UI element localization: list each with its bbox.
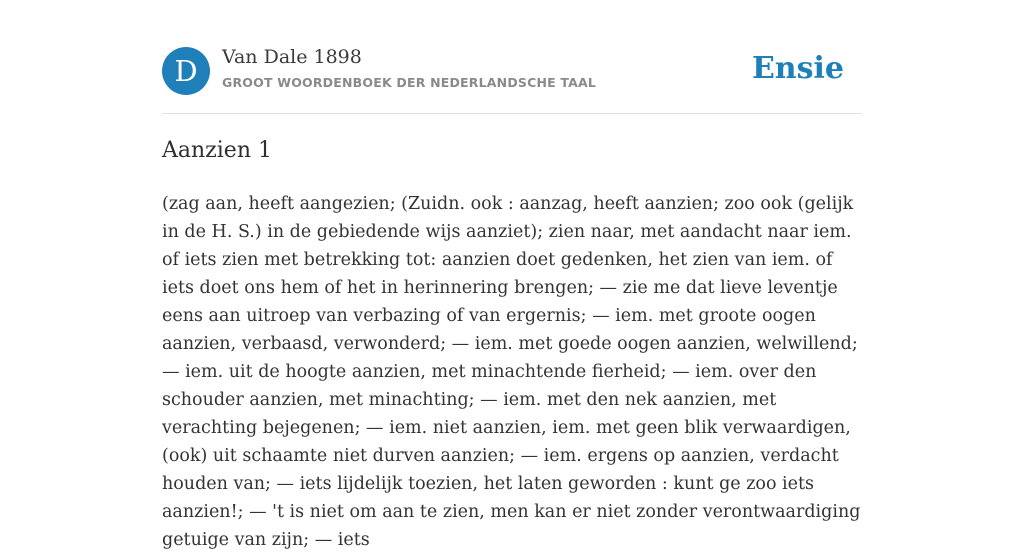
source-title[interactable]: Van Dale 1898 [222, 46, 362, 68]
header [162, 46, 862, 96]
source-subtitle: GROOT WOORDENBOEK DER NEDERLANDSCHE TAAL [222, 75, 597, 90]
entry-headword: Aanzien 1 [162, 138, 272, 163]
header-divider [162, 113, 862, 114]
entry-definition: (zag aan, heeft aangezien; (Zuidn. ook : aanzag, heeft aanzien; zoo ook (gelijk in de H. S.) in de gebiedende wijs aanziet); zien naar, met aandacht naar iem. of iets zien met betrekking tot: aanzien doet gedenken, het zien van iem. of iets doet ons hem of het in herinnering brengen; — zie me dat lieve leventje eens aan uitroep van verbazing of van ergernis; — iem. met groote oogen aanzien, verbaasd, verwonderd; — iem. met goede oogen aanzien, welwillend; — iem. uit de hoogte aanzien, met minachtende fierheid; — iem. over den schouder aanzien, met minachting; — iem. met den nek aanzien, met verachting bejegenen; — iem. niet aanzien, iem. met geen blik verwaardigen, (ook) uit schaamte niet durven aanzien; — iem. ergens op aanzien, verdacht houden van; — iets lijdelijk toezien, het laten geworden : kunt ge zoo iets aanzien!; — 't is niet om aan te zien, men kan er niet zonder verontwaardiging getuige van zijn; — iets [162, 194, 861, 550]
brand-logo[interactable]: Ensie [751, 51, 844, 86]
source-logo[interactable]: D [162, 47, 210, 95]
